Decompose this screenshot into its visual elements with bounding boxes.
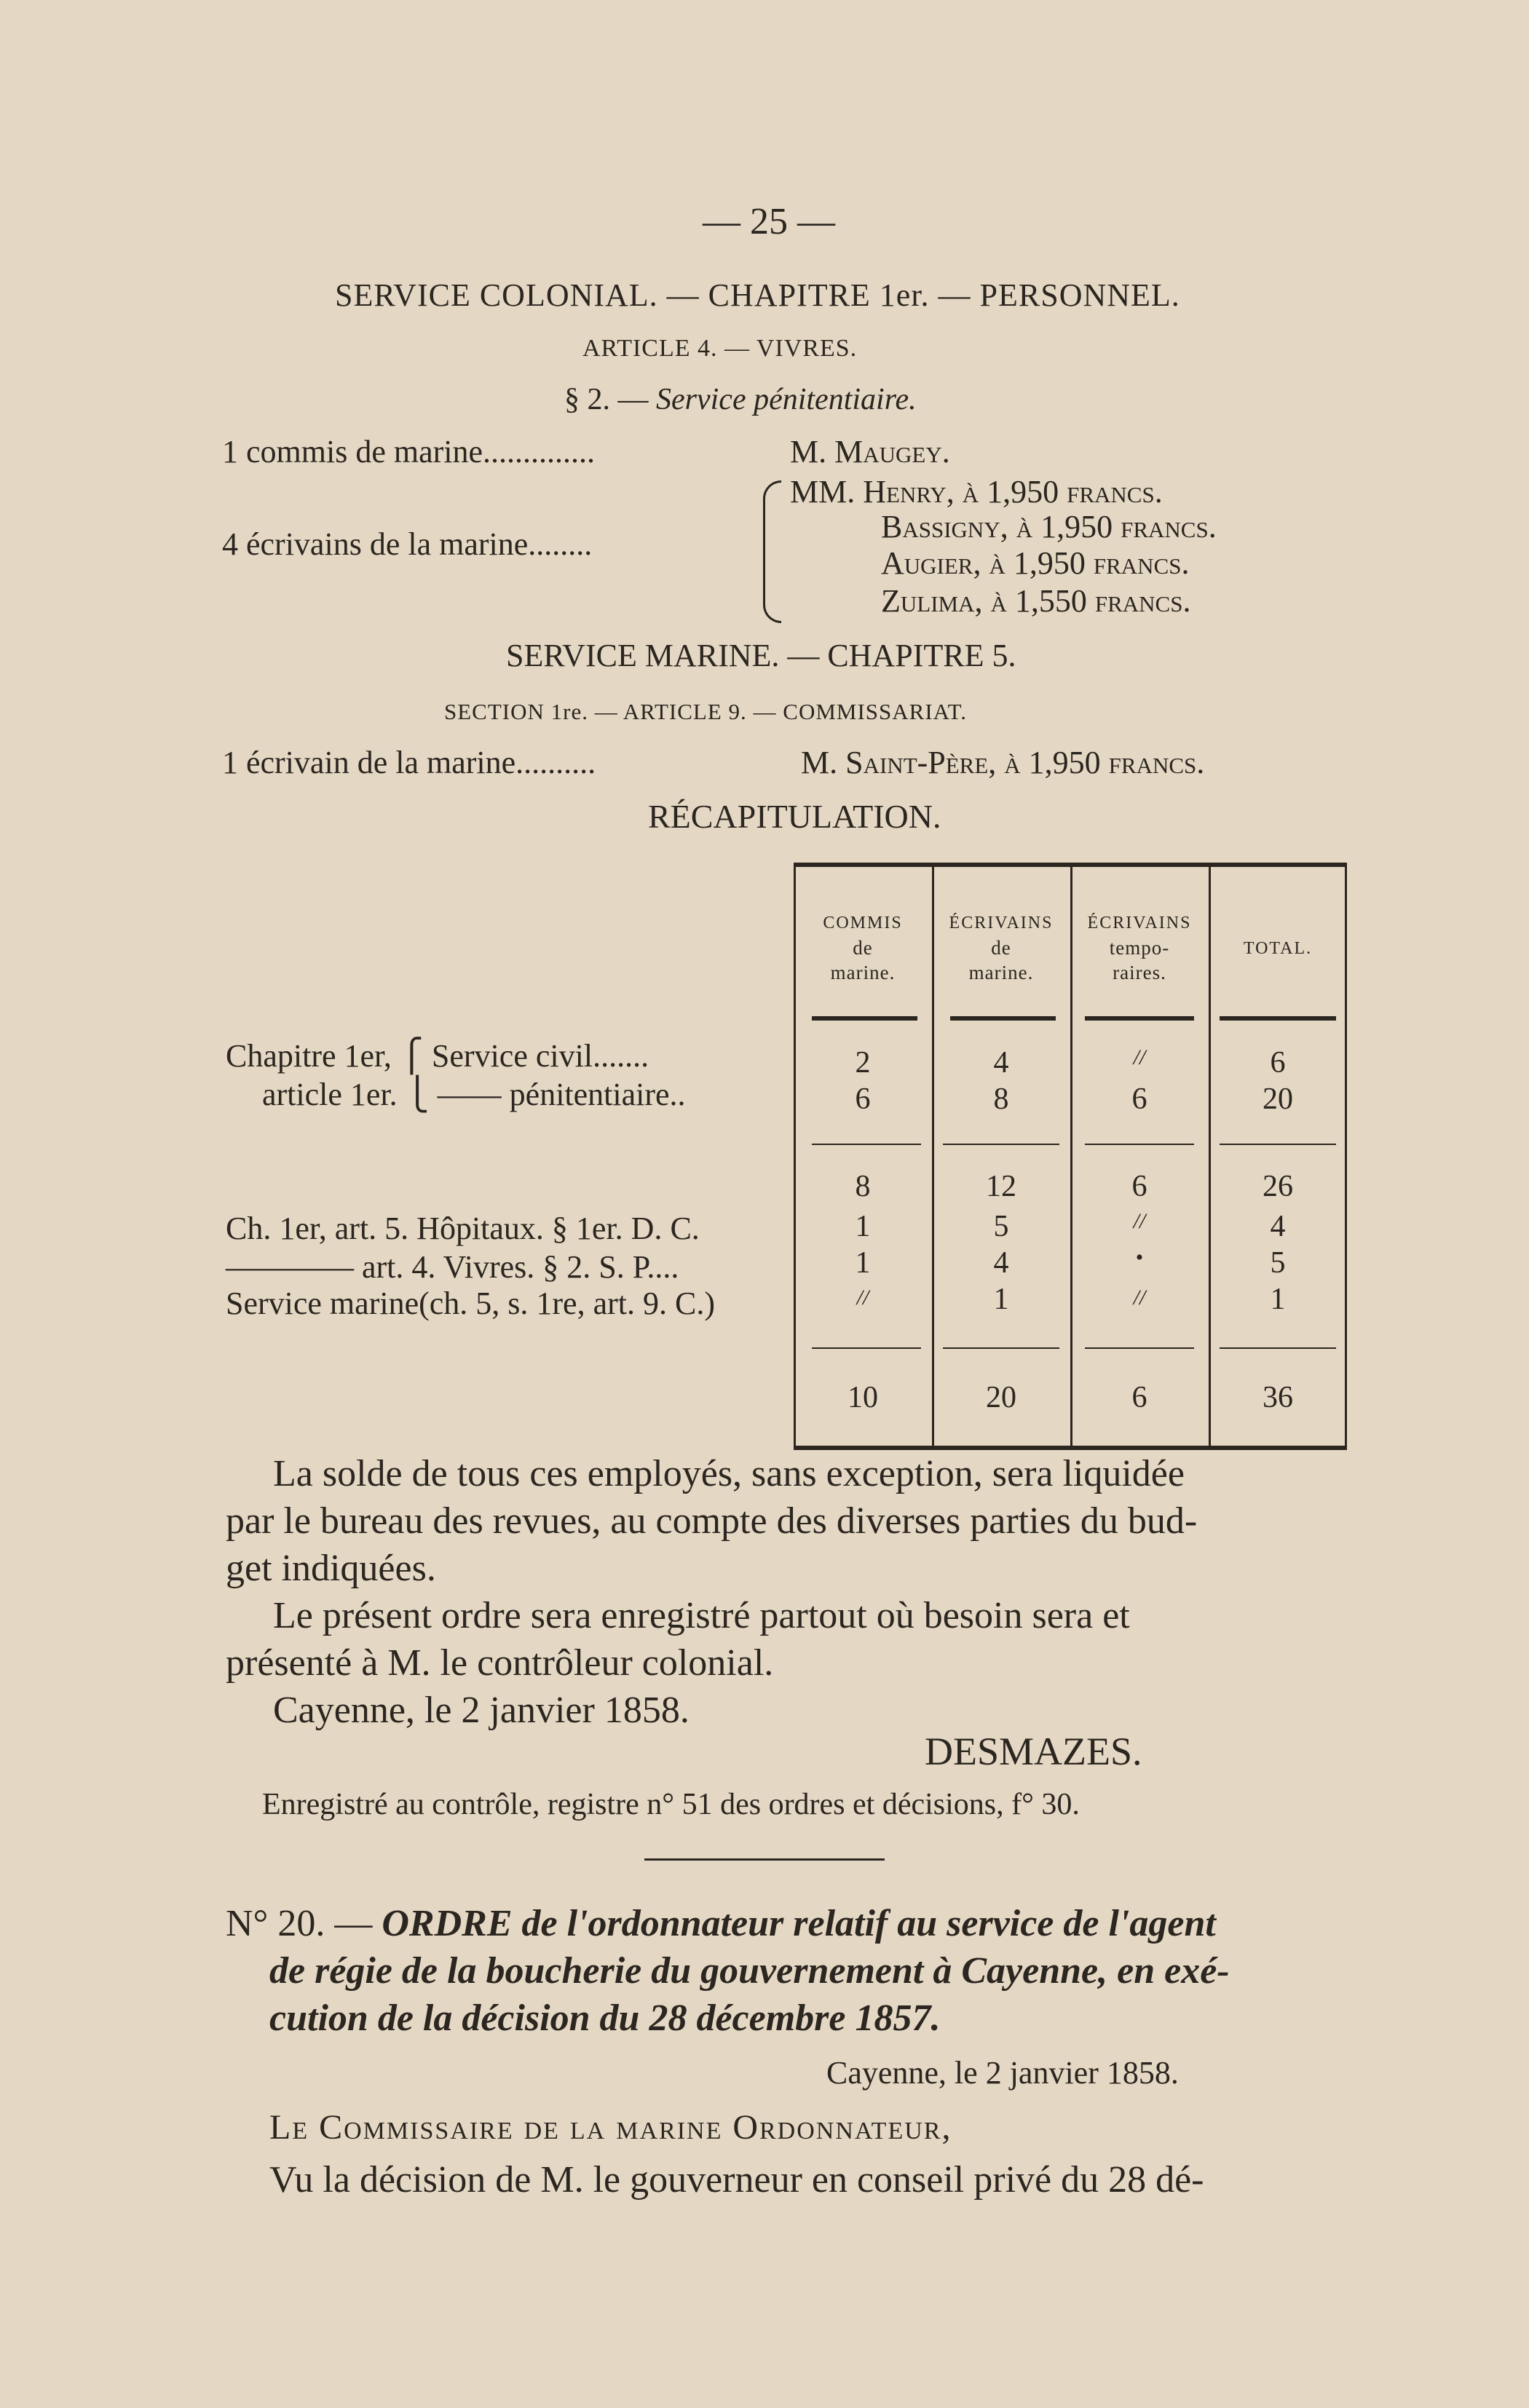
order-date: Cayenne, le 2 janvier 1858. xyxy=(826,2055,1179,2091)
col-divider xyxy=(794,867,796,1446)
table-cell: • xyxy=(1135,1245,1144,1270)
order-title-line-2: de régie de la boucherie du gouvernement à Cayenne, en exé- xyxy=(269,1950,1230,1992)
table-cell: // xyxy=(1133,1209,1146,1233)
recap-title: RÉCAPITULATION. xyxy=(648,798,941,835)
order-title-line-1 xyxy=(226,1902,1216,1945)
table-cell: 20 xyxy=(1263,1082,1293,1116)
paragraph-line: Le présent ordre sera enregistré partout où besoin sera et xyxy=(273,1595,1130,1636)
header-ecrivains-marine: ÉCRIVAINS de marine. xyxy=(949,914,1054,983)
ecrivain-marine-left: 1 écrivain de la marine.......... xyxy=(222,745,596,780)
col-divider xyxy=(932,867,934,1446)
rule xyxy=(1085,1347,1194,1349)
table-cell: 5 xyxy=(1270,1246,1286,1280)
heading-service-marine: SERVICE MARINE. — CHAPITRE 5. xyxy=(506,638,1016,673)
rule xyxy=(943,1144,1059,1145)
table-cell: 1 xyxy=(855,1246,871,1280)
commis-line-right: M. Maugey. xyxy=(790,434,950,470)
rule xyxy=(1220,1016,1336,1021)
ecrivain-name-2: Bassigny, à 1,950 francs. xyxy=(881,509,1217,544)
heading-article-vivres: ARTICLE 4. — VIVRES. xyxy=(582,335,858,362)
recap-table xyxy=(794,863,1347,1450)
rule xyxy=(1085,1144,1194,1145)
table-cell: 10 xyxy=(848,1381,878,1414)
table-cell: 8 xyxy=(855,1170,871,1203)
heading-service-colonial: SERVICE COLONIAL. — CHAPITRE 1er. — PERSONNEL. xyxy=(335,277,1180,313)
table-cell: 4 xyxy=(993,1046,1009,1080)
table-cell: // xyxy=(856,1286,869,1310)
table-cell: 12 xyxy=(986,1170,1016,1203)
rule xyxy=(812,1347,921,1349)
row-label-service-civil: Chapitre 1er, ⎧ Service civil....... xyxy=(226,1038,649,1074)
rule xyxy=(812,1016,917,1021)
heading-section-commissariat: SECTION 1re. — ARTICLE 9. — COMMISSARIAT. xyxy=(444,699,967,724)
table-cell: 5 xyxy=(993,1210,1009,1243)
table-cell: 4 xyxy=(1270,1210,1286,1243)
rule xyxy=(943,1347,1059,1349)
page-number: — 25 — xyxy=(703,201,835,242)
table-cell: 1 xyxy=(993,1283,1009,1316)
table-cell: 20 xyxy=(986,1381,1016,1414)
paragraph-line: par le bureau des revues, au compte des diverses parties du bud- xyxy=(226,1500,1198,1542)
rule xyxy=(1220,1144,1336,1145)
paragraph-line: présenté à M. le contrôleur colonial. xyxy=(226,1642,774,1684)
section-mark: § 2. — xyxy=(564,383,649,416)
heading-service-penitentiaire xyxy=(564,382,917,417)
ecrivain-marine-right: M. Saint-Père, à 1,950 francs. xyxy=(801,745,1205,780)
table-cell: // xyxy=(1133,1286,1146,1310)
table-cell: 6 xyxy=(1131,1170,1147,1203)
table-cell: 26 xyxy=(1263,1170,1293,1203)
rule xyxy=(812,1144,921,1145)
table-cell: 6 xyxy=(1270,1046,1286,1080)
col-divider xyxy=(1345,867,1347,1446)
table-cell: 6 xyxy=(1131,1381,1147,1414)
order-authority: Le Commissaire de la marine Ordonnateur, xyxy=(269,2108,952,2147)
ecrivain-name-3: Augier, à 1,950 francs. xyxy=(881,545,1190,581)
table-cell: 6 xyxy=(855,1082,871,1116)
col-divider xyxy=(1070,867,1072,1446)
table-cell: // xyxy=(1133,1045,1146,1069)
commis-line-left: 1 commis de marine.............. xyxy=(222,434,596,470)
brace xyxy=(763,480,781,623)
table-cell: 6 xyxy=(1131,1082,1147,1116)
row-label-hopitaux: Ch. 1er, art. 5. Hôpitaux. § 1er. D. C. xyxy=(226,1211,700,1246)
row-label-service-marine: Service marine(ch. 5, s. 1re, art. 9. C.) xyxy=(226,1286,715,1321)
registration-note: Enregistré au contrôle, registre n° 51 des ordres et décisions, f° 30. xyxy=(262,1788,1080,1821)
signature: DESMAZES. xyxy=(925,1730,1142,1773)
order-title-line-3: cution de la décision du 28 décembre 1857. xyxy=(269,1997,941,2039)
table-cell: 8 xyxy=(993,1082,1009,1116)
order-title-text: ORDRE de l'ordonnateur relatif au service de l'agent xyxy=(382,1903,1216,1944)
ecrivains-label: 4 écrivains de la marine........ xyxy=(222,526,593,562)
ecrivain-name-4: Zulima, à 1,550 francs. xyxy=(881,583,1191,619)
paragraph-line: La solde de tous ces employés, sans exception, sera liquidée xyxy=(273,1453,1185,1494)
table-cell: 1 xyxy=(1270,1283,1286,1316)
table-cell: 2 xyxy=(855,1046,871,1080)
row-label-penitentiaire: article 1er. ⎩ —— pénitentiaire.. xyxy=(262,1077,686,1112)
header-commis: COMMIS de marine. xyxy=(823,914,903,983)
table-cell: 1 xyxy=(855,1210,871,1243)
col-divider xyxy=(1209,867,1211,1446)
paragraph-line: get indiquées. xyxy=(226,1548,436,1589)
paragraph-line: Cayenne, le 2 janvier 1858. xyxy=(273,1690,690,1731)
rule xyxy=(1220,1347,1336,1349)
rule xyxy=(1085,1016,1194,1021)
ecrivain-name-1: MM. Henry, à 1,950 francs. xyxy=(790,474,1163,510)
header-ecrivains-temporaires: ÉCRIVAINS tempo- raires. xyxy=(1087,914,1192,983)
rule xyxy=(950,1016,1056,1021)
heading-service-penitentiaire-text: Service pénitentiaire. xyxy=(656,383,917,416)
order-preamble: Vu la décision de M. le gouverneur en conseil privé du 28 dé- xyxy=(269,2159,1204,2201)
header-total: TOTAL. xyxy=(1243,939,1313,958)
table-cell: 36 xyxy=(1263,1381,1293,1414)
table-cell: 4 xyxy=(993,1246,1009,1280)
separator-rule xyxy=(644,1858,885,1861)
row-label-vivres: ———— art. 4. Vivres. § 2. S. P.... xyxy=(226,1249,679,1285)
order-number: N° 20. — xyxy=(226,1903,373,1944)
